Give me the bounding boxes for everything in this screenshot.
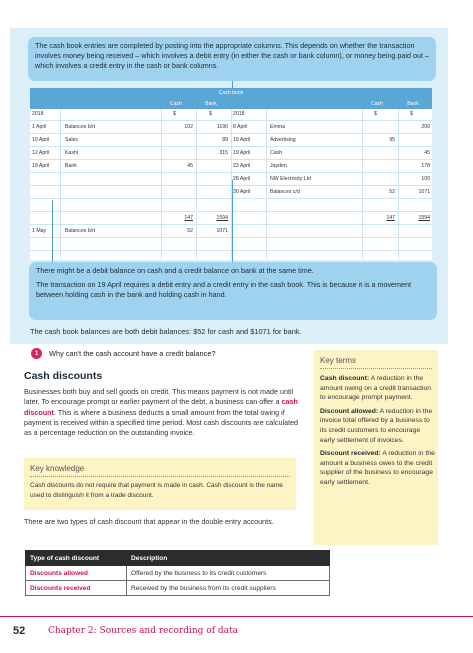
discount-type: Discounts allowed bbox=[26, 566, 127, 581]
balance-summary: The cash book balances are both debit balances: $52 for cash and $1071 for bank. bbox=[30, 327, 302, 336]
key-term: Discount received: bbox=[320, 450, 381, 458]
key-term-definition: A reduction in the amount owing on a credit transaction to encourage prompt payment. bbox=[320, 375, 432, 402]
debit-bank-total: 1594 bbox=[216, 215, 228, 221]
page-number: 52 bbox=[13, 625, 26, 637]
debit-date: 12 April bbox=[32, 150, 50, 156]
credit-bank: 178 bbox=[421, 163, 430, 169]
section-heading: Cash discounts bbox=[24, 370, 103, 382]
connector-line bbox=[232, 180, 233, 262]
credit-date: 19 April bbox=[233, 150, 251, 156]
cash-book-table bbox=[30, 88, 432, 260]
discount-types-table bbox=[25, 550, 330, 596]
discount-type: Discounts received bbox=[26, 581, 127, 596]
credit-bank-currency: $ bbox=[410, 111, 413, 117]
divider bbox=[30, 476, 290, 477]
debit-bank: 89 bbox=[222, 137, 228, 143]
key-term-definition: A reduction in the amount a business owes to the credit supplier of the business to encourage early settlement. bbox=[320, 450, 435, 486]
credit-date: 23 April bbox=[233, 163, 251, 169]
column-header: Type of cash discount bbox=[26, 551, 127, 566]
credit-date: 30 April bbox=[233, 189, 251, 195]
key-term-item bbox=[320, 407, 436, 445]
key-term: Discount allowed: bbox=[320, 407, 379, 415]
credit-cash: 95 bbox=[389, 137, 395, 143]
credit-bank-header: Bank bbox=[398, 99, 428, 109]
balance-bank: 1071 bbox=[216, 228, 228, 234]
credit-cash-total: 147 bbox=[386, 215, 395, 221]
callout-posting-note: The cash book entries are completed by posting into the appropriate columns. This depends on whether the transaction involves money being received – which involves a debit entry (in either the cash or bank column), or money being paid out – which involves a credit entry in the cash or bank columns. bbox=[28, 37, 436, 81]
debit-date: 10 April bbox=[32, 137, 50, 143]
credit-details: NW Electricity Ltd bbox=[270, 176, 311, 182]
key-term: Cash discount: bbox=[320, 375, 370, 382]
credit-date: 15 April bbox=[233, 137, 251, 143]
credit-bank: 45 bbox=[424, 150, 430, 156]
debit-date: 19 April bbox=[32, 163, 50, 169]
cash-book-title: Cash book bbox=[30, 88, 432, 99]
key-terms-title: Key terms bbox=[320, 356, 357, 365]
paragraph-text: Businesses both buy and sell goods on credit. This means payment is not made until later. To encourage prompt or earlier payment of the debt, a business can offer a bbox=[24, 387, 294, 407]
key-knowledge-title: Key knowledge bbox=[30, 464, 85, 473]
table-row bbox=[26, 581, 330, 596]
debit-details: Bank bbox=[65, 163, 77, 169]
key-term-definition: A reduction in the invoice total offered by a business to its credit customers to encourage early settlement of invoices. bbox=[320, 407, 433, 444]
debit-cash: 45 bbox=[187, 163, 193, 169]
discount-description: Offered by the business to its credit customers bbox=[127, 566, 330, 581]
credit-details: Advertising bbox=[270, 137, 296, 143]
credit-date: 8 April bbox=[233, 124, 248, 130]
divider bbox=[320, 368, 432, 369]
cash-discount-term: cash discount bbox=[24, 397, 298, 417]
credit-details: Cash bbox=[270, 150, 283, 156]
column-header: Description bbox=[127, 551, 330, 566]
balance-details: Balances b/d bbox=[65, 228, 95, 234]
cash-book-column-headers bbox=[30, 99, 432, 109]
footer-rule bbox=[0, 616, 473, 617]
debit-cash-header: Cash bbox=[161, 99, 191, 109]
key-term-item bbox=[320, 449, 436, 487]
callout-note-2: The transaction on 19 April requires a debit entry and a credit entry in the cash book. This is because it is a movement between holding cash in the bank and holding cash in hand. bbox=[36, 280, 412, 300]
credit-bank: 200 bbox=[421, 124, 430, 130]
debit-cash: 102 bbox=[184, 124, 193, 130]
callout-balance-note bbox=[29, 262, 437, 320]
two-types-paragraph: There are two types of cash discount that appear in the double entry accounts. bbox=[24, 517, 274, 526]
key-knowledge-text: Cash discounts do not require that payment is made in cash. Cash discount is the name used to distinguish it from a trade discount. bbox=[30, 482, 283, 499]
debit-details: Balances b/d bbox=[65, 124, 95, 130]
key-terms-list bbox=[320, 374, 436, 492]
balance-date: 1 May bbox=[32, 228, 47, 234]
credit-date: 28 April bbox=[233, 176, 251, 182]
debit-details: Kashi bbox=[65, 150, 78, 156]
connector-line bbox=[232, 81, 233, 90]
connector-line bbox=[52, 200, 53, 262]
question-number-badge: 1 bbox=[31, 348, 42, 359]
question-text: Why can't the cash account have a credit balance? bbox=[49, 349, 216, 358]
credit-bank: 100 bbox=[421, 176, 430, 182]
debit-cash-currency: $ bbox=[173, 111, 176, 117]
key-term-item bbox=[320, 374, 436, 403]
debit-date: 1 April bbox=[32, 124, 47, 130]
credit-bank-total: 1594 bbox=[418, 215, 430, 221]
paragraph-text: . This is where a business deducts a small amount from the total owing if payment is received within a specified time period. Most cash discounts are calculated as a percentage reduction on the outstanding invoice. bbox=[24, 407, 299, 438]
credit-details: Jayden bbox=[270, 163, 287, 169]
callout-note-1: There might be a debit balance on cash and a credit balance on bank at the same time. bbox=[36, 266, 314, 275]
table-header-row bbox=[26, 551, 330, 566]
credit-bank: 1071 bbox=[418, 189, 430, 195]
credit-cash-currency: $ bbox=[374, 111, 377, 117]
credit-details: Balances c/d bbox=[270, 189, 300, 195]
key-terms-box bbox=[314, 350, 438, 545]
cash-discount-paragraph bbox=[24, 387, 302, 438]
debit-details: Sales bbox=[65, 137, 78, 143]
debit-bank-currency: $ bbox=[209, 111, 212, 117]
credit-cash-header: Cash bbox=[362, 99, 392, 109]
table-row bbox=[26, 566, 330, 581]
debit-bank: 315 bbox=[219, 150, 228, 156]
balance-cash: 52 bbox=[187, 228, 193, 234]
chapter-title: Chapter 2: Sources and recording of data bbox=[48, 626, 239, 636]
credit-cash: 52 bbox=[389, 189, 395, 195]
key-knowledge-box bbox=[24, 458, 296, 510]
discount-description: Received by the business from its credit suppliers bbox=[127, 581, 330, 596]
debit-bank: 1190 bbox=[216, 124, 228, 130]
debit-year: 2018 bbox=[32, 111, 44, 117]
credit-details: Emma bbox=[270, 124, 285, 130]
debit-bank-header: Bank bbox=[196, 99, 226, 109]
credit-year: 2018 bbox=[233, 111, 245, 117]
debit-cash-total: 147 bbox=[184, 215, 193, 221]
